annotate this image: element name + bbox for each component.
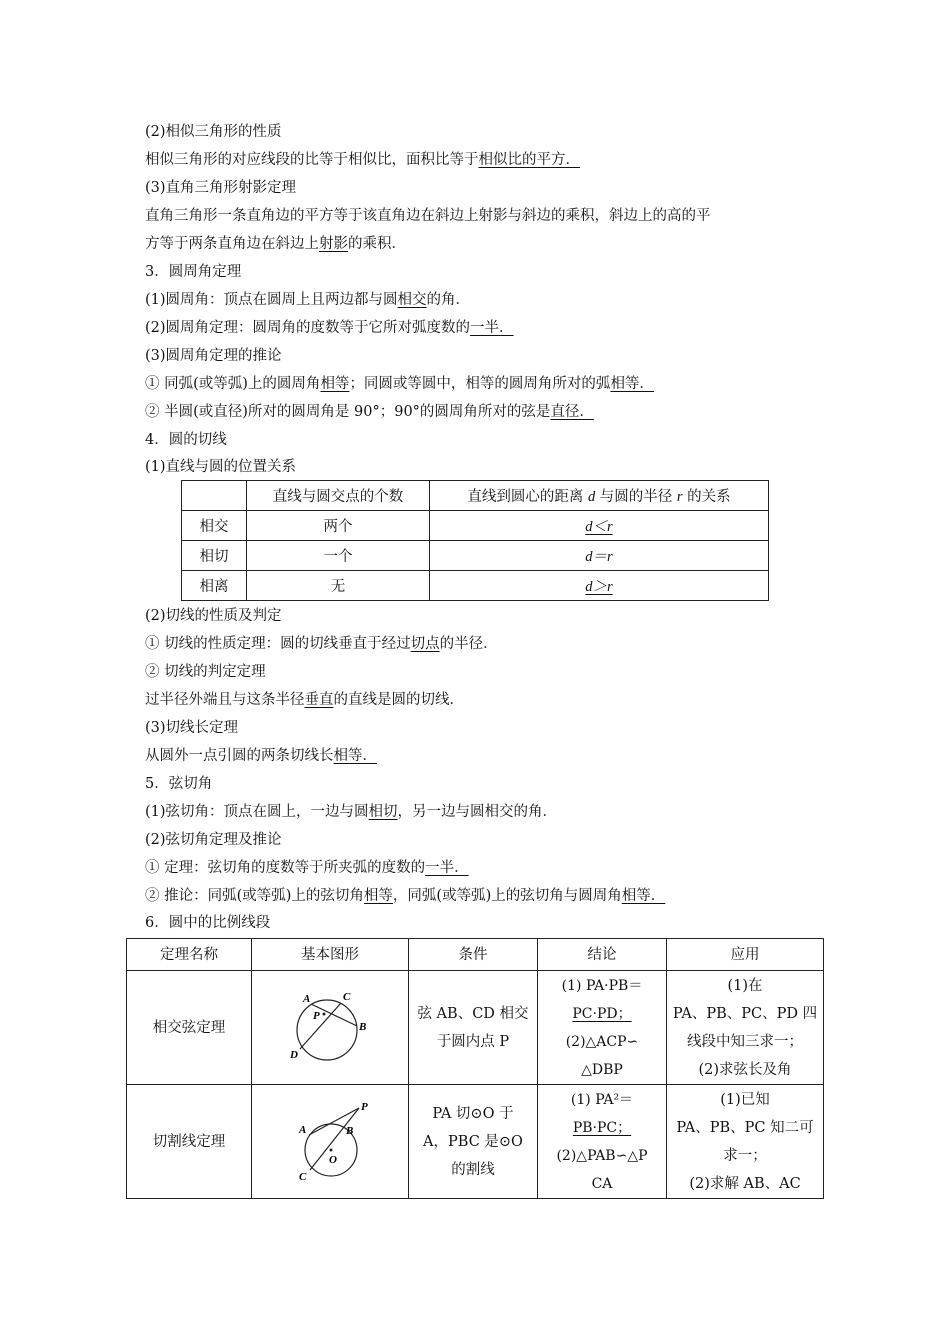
answer-blank: 一半． (425, 860, 469, 876)
table-cell: 两个 (247, 511, 430, 541)
table-header-cell: 条件 (409, 939, 538, 971)
table-header-cell: 直线与圆交点的个数 (247, 481, 430, 511)
application-cell: (1)已知 PA、PB、PC 知二可 求一； (2)求解 AB、AC (667, 1085, 824, 1199)
answer-blank: 相切 (368, 804, 398, 820)
table-header-cell: 基本图形 (252, 939, 409, 971)
heading-proportional-segments: 6．圆中的比例线段 (145, 915, 271, 931)
intersecting-chords-figure (285, 988, 375, 1068)
figure-cell (252, 971, 409, 1085)
chord-tangent-def: (1)弦切角：顶点在圆上，一边与圆相切，另一边与圆相交的角． (145, 804, 558, 820)
tangent-length-text: 从圆外一点引圆的两条切线长相等． (145, 748, 377, 764)
answer-blank: 相等 (320, 376, 350, 392)
tangent-judge-title: ② 切线的判定定理 (145, 664, 266, 680)
table-header-row (127, 939, 824, 971)
tangent-judge-text: 过半径外端且与这条半径垂直的直线是圆的切线． (145, 692, 464, 708)
theorem-name: 切割线定理 (127, 1085, 252, 1199)
heading-similar-properties: (2)相似三角形的性质 (145, 124, 282, 140)
chord-tangent-corollary: ② 推论：同弧(或等弧)上的弦切角相等，同弧(或等弧)上的弦切角与圆周角相等． (145, 888, 666, 904)
table-header-cell: 定理名称 (127, 939, 252, 971)
tangent-props-title: (2)切线的性质及判定 (145, 608, 282, 624)
answer-blank: 相等． (333, 748, 377, 764)
point-label: B (346, 1124, 354, 1137)
table-cell: d＝r (430, 541, 769, 571)
heading-projection-theorem: (3)直角三角形射影定理 (145, 180, 297, 196)
heading-inscribed-angle: 3．圆周角定理 (145, 264, 242, 280)
figure-cell (252, 1085, 409, 1199)
line-circle-position-title: (1)直线与圆的位置关系 (145, 459, 297, 475)
table-cell: d＜r (430, 511, 769, 541)
table-cell: 相交 (182, 511, 247, 541)
inscribed-angle-theorem: (2)圆周角定理：圆周角的度数等于它所对弧度数的一半． (145, 320, 514, 336)
point-label: A (303, 992, 311, 1005)
projection-text-line1: 直角三角形一条直角边的平方等于该直角边在斜边上射影与斜边的乘积，斜边上的高的平 (145, 208, 711, 224)
answer-blank: 相交 (397, 292, 427, 308)
table-header-cell: 应用 (667, 939, 824, 971)
conclusion-cell: (1) PA·PB＝ PC·PD； (2)△ACP∽ △DBP (538, 971, 667, 1085)
answer-blank: 直径． (550, 404, 594, 420)
table-cell: 一个 (247, 541, 430, 571)
table-row (182, 571, 769, 601)
similar-properties-text: 相似三角形的对应线段的比等于相似比，面积比等于相似比的平方． (145, 152, 580, 168)
answer-blank: 切点 (410, 636, 440, 652)
point-label: C (299, 1170, 307, 1183)
projection-text-line2: 方等于两条直角边在斜边上射影的乘积． (145, 236, 406, 252)
answer-blank: 射影 (319, 236, 348, 252)
table-header-cell (182, 481, 247, 511)
point-label: P (313, 1009, 320, 1022)
heading-chord-tangent-angle: 5．弦切角 (145, 776, 213, 792)
table-cell: 相切 (182, 541, 247, 571)
tangent-property-theorem: ① 切线的性质定理：圆的切线垂直于经过切点的半径． (145, 636, 498, 652)
inscribed-angle-def: (1)圆周角：顶点在圆周上且两边都与圆相交的角． (145, 292, 471, 308)
proportional-segments-table (126, 938, 824, 1199)
inscribed-angle-corollary-title: (3)圆周角定理的推论 (145, 348, 282, 364)
table-header-cell: 直线到圆心的距离 d 与圆的半径 r 的关系 (430, 481, 769, 511)
point-label: O (329, 1153, 337, 1166)
table-row (182, 511, 769, 541)
line-circle-table (181, 480, 769, 601)
point-label: D (290, 1048, 298, 1061)
chord-tangent-theorem-title: (2)弦切角定理及推论 (145, 832, 282, 848)
answer-blank: 相等． (621, 888, 666, 904)
table-row (127, 1085, 824, 1199)
table-row (182, 541, 769, 571)
point-label: P (361, 1100, 368, 1113)
table-cell: 无 (247, 571, 430, 601)
answer-blank: 垂直 (304, 692, 334, 708)
point-label: B (359, 1020, 367, 1033)
answer-blank: 相似比的平方． (478, 152, 580, 168)
application-cell: (1)在 PA、PB、PC、PD 四 线段中知三求一； (2)求弦长及角 (667, 971, 824, 1085)
conclusion-cell: (1) PA²＝ PB·PC； (2)△PAB∽△P CA (538, 1085, 667, 1199)
tangent-secant-figure (285, 1100, 375, 1184)
condition-cell: 弦 AB、CD 相交 于圆内点 P (409, 971, 538, 1085)
heading-tangent: 4．圆的切线 (145, 432, 227, 448)
corollary-1: ① 同弧(或等弧)上的圆周角相等；同圆或等圆中，相等的圆周角所对的弧相等． (145, 376, 654, 392)
table-header-cell: 结论 (538, 939, 667, 971)
point-label: C (343, 990, 351, 1003)
point-label: A (299, 1123, 307, 1136)
tangent-length-title: (3)切线长定理 (145, 720, 239, 736)
table-cell: d＞r (430, 571, 769, 601)
condition-cell: PA 切⊙O 于 A，PBC 是⊙O 的割线 (409, 1085, 538, 1199)
table-header-row (182, 481, 769, 511)
answer-blank: 一半． (470, 320, 514, 336)
chord-tangent-theorem: ① 定理：弦切角的度数等于所夹弧的度数的一半． (145, 860, 469, 876)
corollary-2: ② 半圆(或直径)所对的圆周角是 90°；90°的圆周角所对的弦是直径． (145, 404, 594, 420)
theorem-name: 相交弦定理 (127, 971, 252, 1085)
table-cell: 相离 (182, 571, 247, 601)
answer-blank: 相等 (363, 888, 393, 904)
answer-blank: 相等． (610, 376, 654, 392)
table-row (127, 971, 824, 1085)
